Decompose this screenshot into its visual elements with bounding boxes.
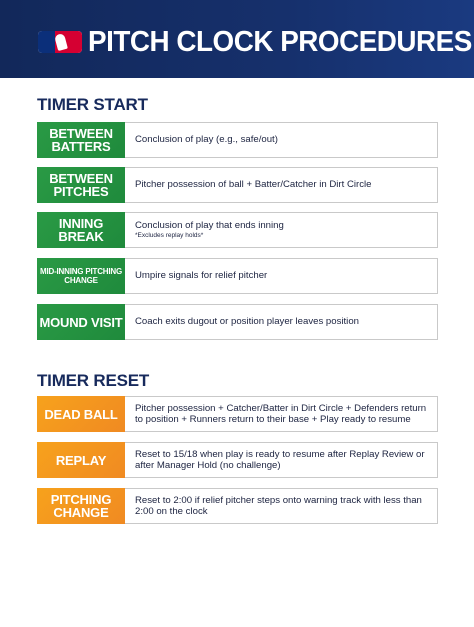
row-label: MID-INNING PITCHING CHANGE — [37, 258, 125, 294]
row-label: BETWEEN PITCHES — [37, 167, 125, 203]
row-label: BETWEEN BATTERS — [37, 122, 125, 158]
timer-reset-row — [37, 488, 438, 524]
page-title: PITCH CLOCK PROCEDURES — [88, 26, 472, 58]
row-description: Conclusion of play (e.g., safe/out) — [135, 134, 278, 146]
timer-start-row — [37, 258, 438, 294]
timer-start-row — [37, 122, 438, 158]
row-description: Reset to 15/18 when play is ready to resume after Replay Review or after Manager Hold (no challenge) — [135, 448, 425, 471]
timer-start-row — [37, 167, 438, 203]
row-label: PITCHING CHANGE — [37, 488, 125, 524]
timer-reset-row — [37, 442, 438, 478]
mlb-logo-icon — [38, 31, 82, 53]
row-description: Umpire signals for relief pitcher — [135, 270, 268, 282]
section-heading-timer-start: TIMER START — [37, 95, 148, 114]
row-description: Conclusion of play that ends inning — [135, 220, 284, 232]
row-description: Pitcher possession + Catcher/Batter in Dirt Circle + Defenders return to position + Runners return to their base + Play ready to resume — [135, 402, 427, 425]
row-label: INNING BREAK — [37, 212, 125, 248]
row-description: Reset to 2:00 if relief pitcher steps onto warning track with less than 2:00 on the clock — [135, 494, 422, 517]
header-banner — [0, 0, 474, 78]
row-note: *Excludes replay holds* — [135, 231, 204, 239]
row-description: Pitcher possession of ball + Batter/Catcher in Dirt Circle — [135, 179, 372, 191]
row-label: DEAD BALL — [37, 396, 125, 432]
section-heading-timer-reset: TIMER RESET — [37, 371, 150, 390]
row-label: REPLAY — [37, 442, 125, 478]
row-label: MOUND VISIT — [37, 304, 125, 340]
timer-reset-row — [37, 396, 438, 432]
timer-start-row — [37, 212, 438, 248]
row-description: Coach exits dugout or position player leaves position — [135, 316, 359, 328]
timer-start-row — [37, 304, 438, 340]
